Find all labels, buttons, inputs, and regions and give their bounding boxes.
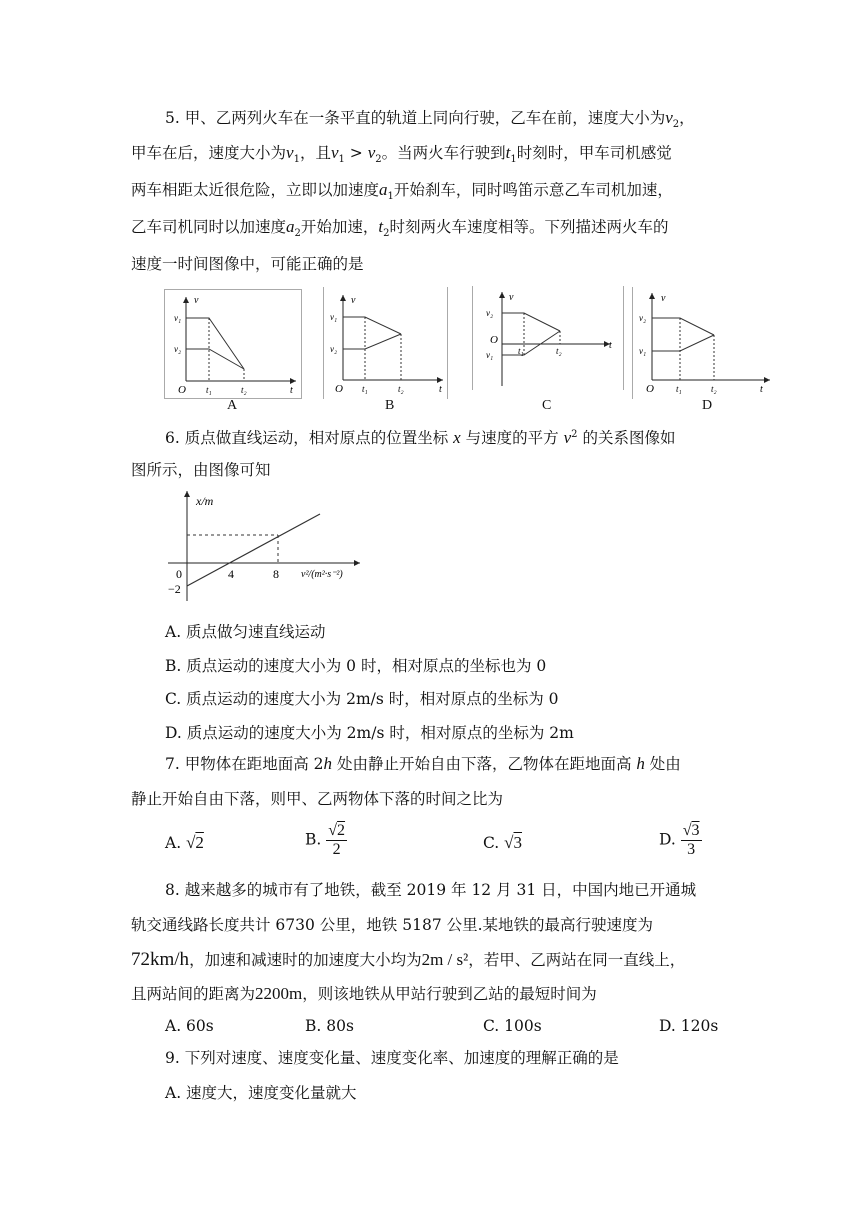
svg-text:t₁: t₁ <box>518 346 524 356</box>
svg-text:v₁: v₁ <box>174 313 182 323</box>
q8-option-b: B. 80s <box>305 1017 354 1035</box>
q6-tick-8: 8 <box>273 567 279 581</box>
q6-tick-0: 0 <box>176 567 182 581</box>
q7-line1: 7. 甲物体在距地面高 2h 处由静止开始自由下落，乙物体在距地面高 h 处由 <box>165 754 681 773</box>
q5-line2: 甲车在后，速度大小为$v_1$，且$v_1 > v_2$。当两火车行驶到$t_1$时刻时，甲车司机感觉 <box>131 143 672 166</box>
q8-line1: 8. 越来越多的城市有了地铁，截至 2019 年 12 月 31 日，中国内地已开通城 <box>165 881 697 899</box>
q5-line3: 两车相距太近很危险，立即以加速度$a_1$开始刹车，同时鸣笛示意乙车司机加速， <box>131 180 673 203</box>
q9-line1: 9. 下列对速度、速度变化量、速度变化率、加速度的理解正确的是 <box>165 1049 619 1067</box>
svg-text:O: O <box>646 383 654 395</box>
q5-graph-a-label: A <box>227 398 238 413</box>
q8-option-d: D. 120s <box>659 1017 719 1035</box>
q6-ylabel: x/m <box>196 494 214 508</box>
q5-line5: 速度一时间图像中，可能正确的是 <box>131 255 364 273</box>
q7-option-a: A. √2 <box>165 833 204 852</box>
q6-line2: 图所示，由图像可知 <box>131 461 271 479</box>
q6-tick-neg2: −2 <box>168 582 181 596</box>
svg-text:t: t <box>609 340 612 351</box>
svg-text:v: v <box>661 293 666 304</box>
svg-text:v₂: v₂ <box>330 344 338 354</box>
q6-option-b: B. 质点运动的速度大小为 0 时，相对原点的坐标也为 0 <box>165 657 547 675</box>
svg-text:t₂: t₂ <box>711 384 717 394</box>
svg-text:t₂: t₂ <box>398 384 404 394</box>
svg-text:v₁: v₁ <box>330 312 338 322</box>
q9-option-a: A. 速度大，速度变化量就大 <box>165 1084 357 1102</box>
q7-option-b: B. $\frac{√2}{2}$ <box>305 822 346 858</box>
svg-text:t: t <box>760 384 763 395</box>
svg-text:t₂: t₂ <box>556 346 562 356</box>
q8-line4: 且两站间的距离为2200m，则该地铁从甲站行驶到乙站的最短时间为 <box>131 984 597 1003</box>
q6-option-c: C. 质点运动的速度大小为 2m/s 时，相对原点的坐标为 0 <box>165 690 559 708</box>
svg-text:t₁: t₁ <box>206 385 212 395</box>
svg-text:t: t <box>439 384 442 395</box>
q8-option-a: A. 60s <box>165 1017 214 1035</box>
q5-graph-d <box>632 287 780 399</box>
svg-text:v₂: v₂ <box>486 308 494 318</box>
q6-tick-4: 4 <box>228 567 234 581</box>
svg-text:v₂: v₂ <box>639 313 647 323</box>
q5-line4: 乙车司机同时以加速度$a_2$开始加速，$t_2$时刻两火车速度相等。下列描述两火车的 <box>131 217 669 240</box>
q7-line2: 静止开始自由下落，则甲、乙两物体下落的时间之比为 <box>131 790 504 808</box>
q5-graph-a <box>164 289 302 399</box>
svg-text:O: O <box>490 334 498 346</box>
svg-text:t₂: t₂ <box>241 385 247 395</box>
q7-option-c: C. √3 <box>483 833 523 852</box>
q6-option-d: D. 质点运动的速度大小为 2m/s 时，相对原点的坐标为 2m <box>165 724 574 742</box>
svg-text:t₁: t₁ <box>362 384 368 394</box>
q6-xlabel: v²/(m²·s⁻²) <box>301 569 343 580</box>
q8-line2: 轨交通线路长度共计 6730 公里，地铁 5187 公里.某地铁的最高行驶速度为 <box>131 916 654 934</box>
q5-graph-c <box>472 286 624 390</box>
q7-option-d: D. $\frac{√3}{3}$ <box>659 822 700 858</box>
svg-text:O: O <box>178 384 186 396</box>
q6-graph <box>160 485 370 603</box>
q5-graph-b-label: B <box>385 398 395 413</box>
svg-text:v: v <box>351 295 356 306</box>
svg-text:v: v <box>509 292 514 303</box>
q6-line1: 6. 质点做直线运动，相对原点的位置坐标 x 与速度的平方 $v^2$ 的关系图像如 <box>165 428 676 448</box>
svg-text:v₂: v₂ <box>174 344 182 354</box>
svg-text:t: t <box>290 385 293 396</box>
q5-graph-b <box>323 287 448 399</box>
svg-text:t₁: t₁ <box>676 384 682 394</box>
q8-option-c: C. 100s <box>483 1017 542 1035</box>
svg-text:O: O <box>335 383 343 395</box>
svg-text:v₁: v₁ <box>486 350 494 360</box>
svg-text:v₁: v₁ <box>639 346 647 356</box>
q5-graph-d-label: D <box>702 398 713 413</box>
svg-text:v: v <box>194 295 199 306</box>
q5-graph-c-label: C <box>542 398 552 413</box>
q8-line3: 72km/h，加速和减速时的加速度大小均为2m / s²，若甲、乙两站在同一直线上， <box>131 949 686 970</box>
q6-option-a: A. 质点做匀速直线运动 <box>165 623 326 641</box>
q5-line1: 5. 甲、乙两列火车在一条平直的轨道上同向行驶，乙车在前，速度大小为$v_2$， <box>165 108 695 131</box>
